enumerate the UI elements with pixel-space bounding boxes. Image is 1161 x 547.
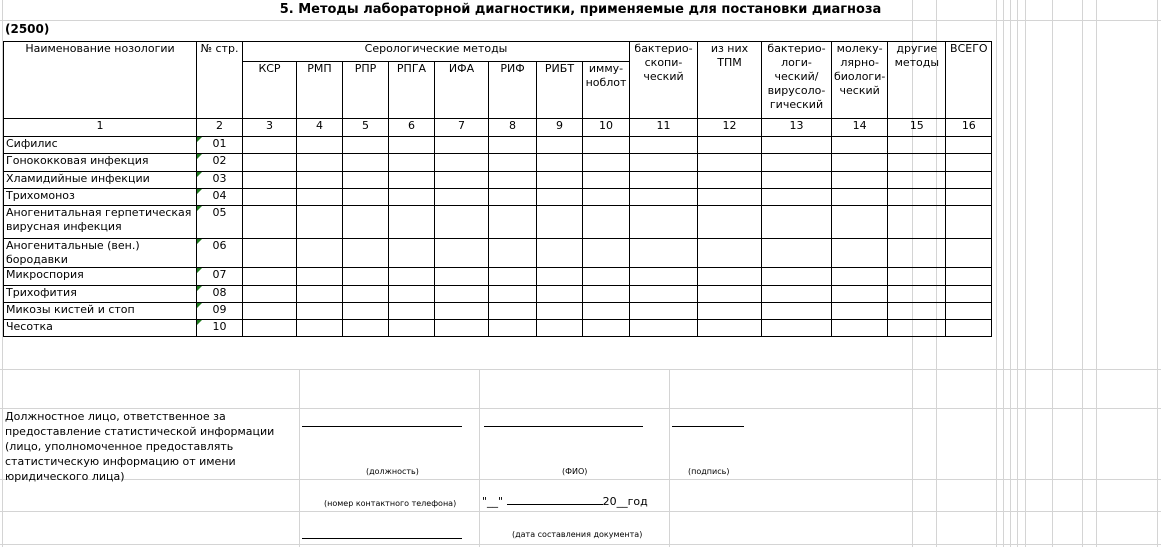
data-cell[interactable] [343,206,389,239]
data-cell[interactable] [389,189,435,206]
column-number: 16 [946,119,992,137]
data-cell[interactable] [297,268,343,286]
data-cell[interactable] [343,239,389,268]
date-year-prefix: 20 [602,495,617,508]
data-cell[interactable] [698,286,762,303]
data-cell[interactable] [243,137,297,154]
cell-comment-marker [197,137,202,142]
table-row [4,154,992,172]
header-of-them-tpm: из них ТПМ [698,42,762,119]
data-cell[interactable] [888,206,946,239]
header-ksr: КСР [243,62,297,119]
column-number: 12 [698,119,762,137]
date-month-line[interactable] [507,494,603,505]
data-cell[interactable] [888,268,946,286]
column-number: 8 [489,119,537,137]
data-cell[interactable] [297,189,343,206]
data-cell[interactable] [630,137,698,154]
data-cell[interactable] [946,172,992,189]
data-cell[interactable] [762,172,832,189]
data-cell[interactable] [343,268,389,286]
data-cell[interactable] [537,154,583,172]
row-line-number [197,189,243,206]
table-row [4,206,992,239]
row-line-number [197,303,243,320]
row-nosology-name: Чесотка [4,320,197,337]
data-cell[interactable] [297,286,343,303]
data-cell[interactable] [489,206,537,239]
data-cell[interactable] [243,172,297,189]
data-cell[interactable] [888,303,946,320]
data-cell[interactable] [946,137,992,154]
table-row [4,239,992,268]
table-row [4,189,992,206]
data-cell[interactable] [243,320,297,337]
data-cell[interactable] [946,303,992,320]
data-cell[interactable] [583,189,630,206]
data-cell[interactable] [243,189,297,206]
data-cell[interactable] [888,137,946,154]
row-nosology-name: Гонококковая инфекция [4,154,197,172]
data-cell[interactable] [946,154,992,172]
header-rpga: РПГА [389,62,435,119]
data-cell[interactable] [243,154,297,172]
table-row [4,303,992,320]
row-nosology-name: Трихофития [4,286,197,303]
data-cell[interactable] [630,320,698,337]
data-cell[interactable] [297,172,343,189]
data-cell[interactable] [435,189,489,206]
data-cell[interactable] [583,320,630,337]
table-row [4,286,992,303]
row-line-number [197,286,243,303]
data-cell[interactable] [297,206,343,239]
data-cell[interactable] [888,239,946,268]
cell-comment-marker [197,303,202,308]
section-title: 5. Методы лабораторной диагностики, применяемые для постановки диагноза [279,2,882,17]
cell-comment-marker [197,239,202,244]
data-cell[interactable] [489,239,537,268]
header-ifa: ИФА [435,62,489,119]
position-line[interactable] [302,426,462,427]
data-cell[interactable] [698,172,762,189]
data-cell[interactable] [698,303,762,320]
row-line-number-text: 08 [212,286,227,299]
responsible-person-label: Должностное лицо, ответственное за предоставление статистической информации (лицо, уполномоченное предоставлять статистическую информацию от имени юридического лица) [5,410,275,483]
data-cell[interactable] [343,320,389,337]
table-row [4,137,992,154]
data-cell[interactable] [946,286,992,303]
data-cell[interactable] [832,239,888,268]
data-cell[interactable] [630,154,698,172]
data-cell[interactable] [243,268,297,286]
data-cell[interactable] [343,137,389,154]
data-cell[interactable] [389,320,435,337]
table-row [4,172,992,189]
data-cell[interactable] [297,137,343,154]
data-cell[interactable] [583,154,630,172]
data-cell[interactable] [243,239,297,268]
data-cell[interactable] [583,172,630,189]
column-numbers-row [4,119,992,137]
header-rmp: РМП [297,62,343,119]
row-line-number [197,137,243,154]
data-cell[interactable] [537,268,583,286]
data-cell[interactable] [832,172,888,189]
data-cell[interactable] [435,154,489,172]
cell-comment-marker [197,206,202,211]
row-line-number-text: 06 [212,239,227,252]
data-cell[interactable] [343,154,389,172]
header-other-methods: другие методы [888,42,946,119]
row-nosology-name: Сифилис [4,137,197,154]
diagnostics-table [3,41,992,337]
data-cell[interactable] [698,320,762,337]
column-number: 7 [435,119,489,137]
row-line-number [197,268,243,286]
data-cell[interactable] [435,239,489,268]
data-cell[interactable] [489,320,537,337]
column-number: 4 [297,119,343,137]
row-line-number-text: 01 [212,137,227,150]
data-cell[interactable] [832,286,888,303]
data-cell[interactable] [832,154,888,172]
row-nosology-name: Микозы кистей и стоп [4,303,197,320]
data-cell[interactable] [343,286,389,303]
data-cell[interactable] [389,206,435,239]
cell-comment-marker [197,286,202,291]
data-cell[interactable] [389,239,435,268]
data-cell[interactable] [435,286,489,303]
date-year-suffix[interactable]: __год [616,495,648,508]
data-cell[interactable] [389,137,435,154]
row-line-number-text: 03 [212,172,227,185]
column-number: 11 [630,119,698,137]
data-cell[interactable] [630,303,698,320]
column-number: 13 [762,119,832,137]
data-cell[interactable] [537,172,583,189]
data-cell[interactable] [630,239,698,268]
header-serological: Серологические методы [243,42,630,62]
signature-line[interactable] [672,426,744,427]
data-cell[interactable] [537,320,583,337]
data-cell[interactable] [297,320,343,337]
column-number: 15 [888,119,946,137]
data-cell[interactable] [946,206,992,239]
row-line-number [197,154,243,172]
data-cell[interactable] [489,286,537,303]
data-cell[interactable] [537,137,583,154]
data-cell[interactable] [762,154,832,172]
row-line-number-text: 05 [212,206,227,219]
header-immunoblot: имму-ноблот [583,62,630,119]
data-cell[interactable] [537,189,583,206]
row-line-number-text: 10 [212,320,227,333]
data-cell[interactable] [888,172,946,189]
row-nosology-name: Аногенитальная герпетическая вирусная инфекция [4,206,197,239]
data-cell[interactable] [489,189,537,206]
row-line-number [197,239,243,268]
data-cell[interactable] [389,154,435,172]
data-cell[interactable] [435,268,489,286]
data-cell[interactable] [537,206,583,239]
column-number: 14 [832,119,888,137]
data-cell[interactable] [435,172,489,189]
data-cell[interactable] [389,303,435,320]
column-number: 3 [243,119,297,137]
row-nosology-name: Хламидийные инфекции [4,172,197,189]
cell-comment-marker [197,172,202,177]
row-line-number [197,172,243,189]
data-cell[interactable] [630,189,698,206]
data-cell[interactable] [946,320,992,337]
data-cell[interactable] [389,172,435,189]
row-line-number-text: 02 [212,154,227,167]
data-cell[interactable] [435,320,489,337]
data-cell[interactable] [489,137,537,154]
row-line-number-text: 04 [212,189,227,202]
cell-comment-marker [197,320,202,325]
column-number: 2 [197,119,243,137]
data-cell[interactable] [297,239,343,268]
data-cell[interactable] [832,137,888,154]
data-cell[interactable] [343,303,389,320]
data-cell[interactable] [762,303,832,320]
data-cell[interactable] [489,268,537,286]
column-number: 5 [343,119,389,137]
data-cell[interactable] [698,239,762,268]
data-cell[interactable] [583,268,630,286]
position-caption: (должность) [366,467,419,476]
data-cell[interactable] [698,189,762,206]
column-number: 6 [389,119,435,137]
data-cell[interactable] [888,189,946,206]
data-cell[interactable] [630,286,698,303]
data-cell[interactable] [946,189,992,206]
header-rpr: РПР [343,62,389,119]
data-cell[interactable] [832,268,888,286]
header-molecular: молеку-лярно-биологи-ческий [832,42,888,119]
data-cell[interactable] [389,268,435,286]
data-cell[interactable] [832,320,888,337]
data-cell[interactable] [762,189,832,206]
phone-line[interactable] [302,538,462,539]
cell-comment-marker [197,154,202,159]
column-number: 10 [583,119,630,137]
data-cell[interactable] [537,286,583,303]
header-total: ВСЕГО [946,42,992,119]
data-cell[interactable] [435,137,489,154]
data-cell[interactable] [698,154,762,172]
data-cell[interactable] [297,303,343,320]
header-nosology: Наименование нозологии [4,42,197,119]
data-cell[interactable] [832,303,888,320]
data-cell[interactable] [762,268,832,286]
data-cell[interactable] [698,268,762,286]
data-cell[interactable] [583,303,630,320]
data-cell[interactable] [537,239,583,268]
data-cell[interactable] [583,286,630,303]
data-cell[interactable] [583,206,630,239]
data-cell[interactable] [583,239,630,268]
table-row [4,268,992,286]
phone-caption: (номер контактного телефона) [324,499,457,508]
data-cell[interactable] [762,137,832,154]
data-cell[interactable] [297,154,343,172]
section-code: (2500) [5,22,50,36]
data-cell[interactable] [946,268,992,286]
data-cell[interactable] [888,286,946,303]
header-bacterioscopic: бактерио-скопи-ческий [630,42,698,119]
data-cell[interactable] [762,239,832,268]
data-cell[interactable] [343,172,389,189]
data-cell[interactable] [389,286,435,303]
row-nosology-name: Трихомоноз [4,189,197,206]
row-line-number [197,206,243,239]
data-cell[interactable] [489,154,537,172]
date-caption: (дата составления документа) [512,530,643,539]
row-line-number-text: 09 [212,303,227,316]
data-cell[interactable] [630,206,698,239]
data-cell[interactable] [888,320,946,337]
fio-caption: (ФИО) [562,467,588,476]
cell-comment-marker [197,268,202,273]
column-number: 1 [4,119,197,137]
row-line-number [197,320,243,337]
data-cell[interactable] [489,303,537,320]
header-bacteriological: бактерио-логи-ческий/ вирусоло-гический [762,42,832,119]
table-row [4,320,992,337]
date-day[interactable]: "__" [482,495,504,508]
data-cell[interactable] [243,206,297,239]
cell-comment-marker [197,189,202,194]
data-cell[interactable] [343,189,389,206]
fio-line[interactable] [484,426,643,427]
header-line-no: № стр. [197,42,243,119]
data-cell[interactable] [832,206,888,239]
data-cell[interactable] [583,137,630,154]
signature-caption: (подпись) [688,467,730,476]
header-ribt: РИБТ [537,62,583,119]
data-cell[interactable] [832,189,888,206]
data-cell[interactable] [630,268,698,286]
header-rif: РИФ [489,62,537,119]
date-field [482,494,648,508]
data-cell[interactable] [435,206,489,239]
data-cell[interactable] [537,303,583,320]
row-nosology-name: Микроспория [4,268,197,286]
row-nosology-name: Аногенитальные (вен.) бородавки [4,239,197,268]
data-cell[interactable] [698,137,762,154]
data-cell[interactable] [243,286,297,303]
row-line-number-text: 07 [212,268,227,281]
data-cell[interactable] [698,206,762,239]
data-cell[interactable] [489,172,537,189]
data-cell[interactable] [630,172,698,189]
data-cell[interactable] [435,303,489,320]
data-cell[interactable] [762,320,832,337]
column-number: 9 [537,119,583,137]
data-cell[interactable] [888,154,946,172]
data-cell[interactable] [946,239,992,268]
data-cell[interactable] [762,206,832,239]
data-cell[interactable] [762,286,832,303]
data-cell[interactable] [243,303,297,320]
